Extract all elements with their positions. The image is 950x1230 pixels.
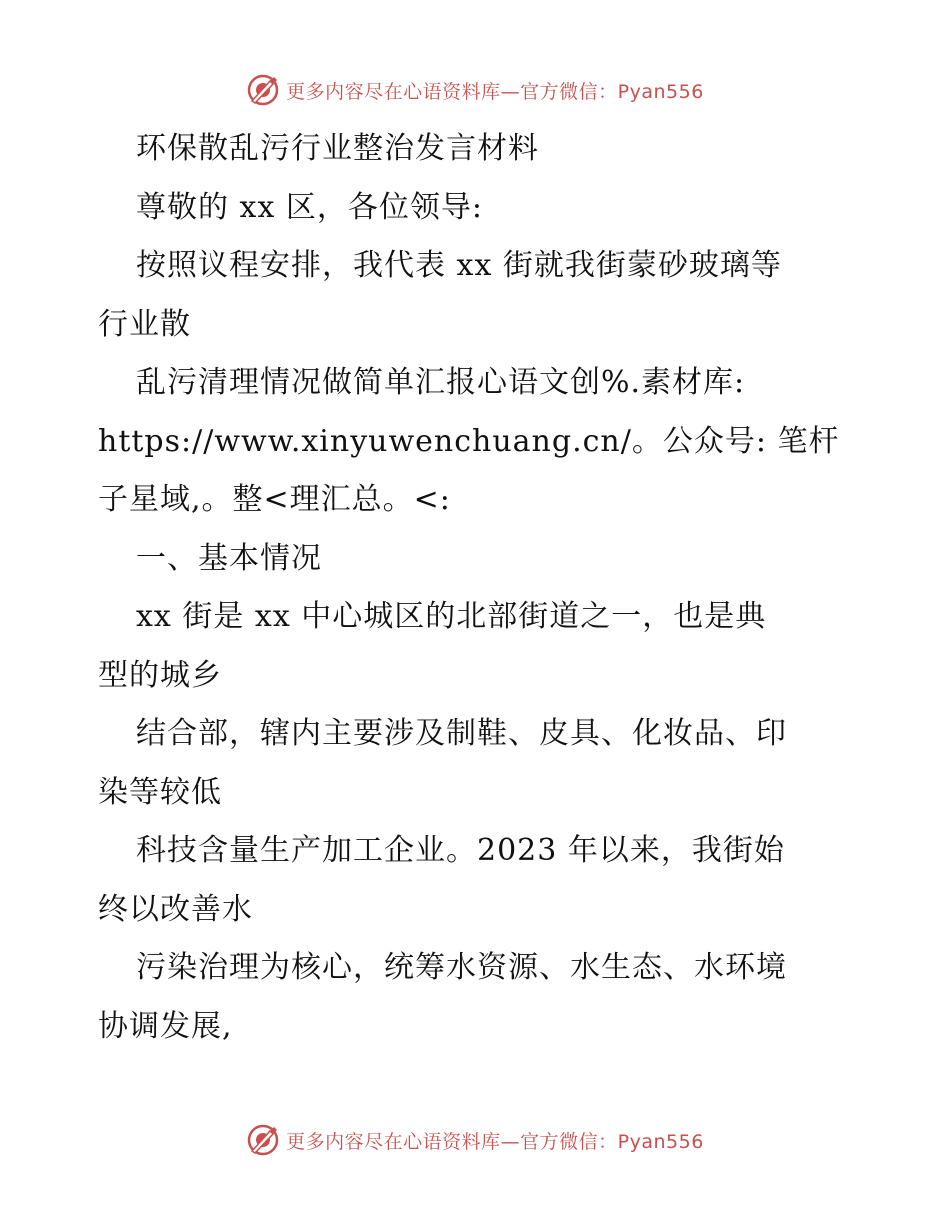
footer-watermark xyxy=(0,1122,950,1158)
text-line: xx 街是 xx 中心城区的北部街道之一，也是典 xyxy=(136,599,767,634)
text-line: 结合部，辖内主要涉及制鞋、皮具、化妆品、印 xyxy=(136,716,787,751)
document-body xyxy=(98,120,858,1056)
pen-logo-icon xyxy=(246,73,280,107)
text-line: 乱污清理情况做简单汇报心语文创%.素材库: xyxy=(136,365,746,400)
text-line: https://www.xinyuwenchuang.cn/。公众号: 笔杆 xyxy=(98,423,840,459)
text-line: 一、基本情况 xyxy=(136,540,322,576)
watermark-text: 更多内容尽在心语资料库—官方微信：Pyan556 xyxy=(286,80,704,103)
watermark-text: 更多内容尽在心语资料库—官方微信：Pyan556 xyxy=(286,1130,704,1153)
text-line: 尊敬的 xx 区，各位领导: xyxy=(136,189,484,225)
text-line: 环保散乱污行业整治发言材料 xyxy=(136,131,539,166)
text-line: 按照议程安排，我代表 xx 街就我街蒙砂玻璃等 xyxy=(136,248,782,283)
header-watermark xyxy=(0,72,950,108)
text-line: 协调发展, xyxy=(98,1008,233,1044)
text-line: 染等较低 xyxy=(98,774,222,810)
text-line: 污染治理为核心，统筹水资源、水生态、水环境 xyxy=(136,950,787,985)
text-line: 科技含量生产加工企业。2023 年以来，我街始 xyxy=(136,833,785,868)
pen-logo-icon xyxy=(246,1123,280,1157)
text-line: 型的城乡 xyxy=(98,657,222,693)
text-line: 终以改善水 xyxy=(98,891,253,927)
text-line: 子星域,。整<理汇总。<: xyxy=(98,482,451,517)
text-line: 行业散 xyxy=(98,306,191,342)
